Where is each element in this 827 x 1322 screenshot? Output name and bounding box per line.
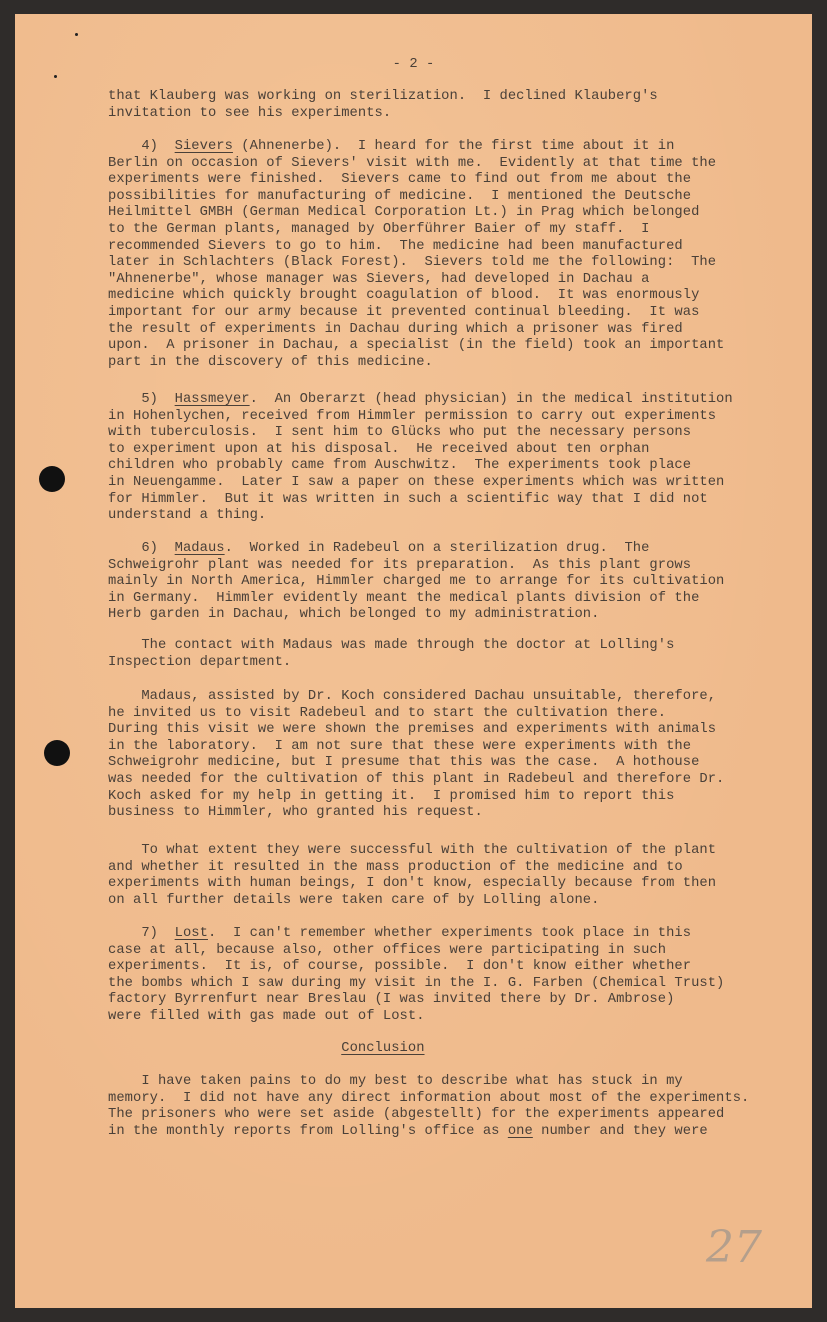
text-line [108, 1124, 749, 1141]
text-segment: 7) [108, 926, 175, 941]
text-line [108, 139, 724, 156]
text-line [108, 541, 724, 558]
text-line: factory Byrrenfurt near Breslau (I was invited there by Dr. Ambrose) [108, 992, 675, 1008]
text-line: the result of experiments in Dachau during which a prisoner was fired [108, 321, 683, 337]
text-line: possibilities for manufacturing of medicine. I mentioned the Deutsche [108, 188, 692, 204]
text-line: experiments. It is, of course, possible. I don't know either whether [108, 959, 692, 975]
text-line: with tuberculosis. I sent him to Glücks who put the necessary persons [108, 425, 692, 441]
text-line: medicine which quickly brought coagulation of blood. It was enormously [108, 288, 700, 304]
text-line: in Germany. Himmler evidently meant the medical plants division of the [108, 590, 700, 606]
text-line: for Himmler. But it was written in such a scientific way that I did not [108, 491, 708, 507]
text-segment: number and they were [532, 1123, 708, 1139]
speck [75, 33, 78, 36]
punch-hole [39, 466, 65, 492]
text-line: business to Himmler, who granted his request. [108, 805, 483, 821]
text-line: Schweigrohr medicine, but I presume that this was the case. A hothouse [108, 755, 700, 771]
text-line: part in the discovery of this medicine. [108, 354, 433, 370]
text-segment: (Ahnenerbe). I heard for the first time about it in [232, 139, 675, 154]
paragraph [108, 1041, 425, 1058]
text-line: Schweigrohr plant was needed for its preparation. As this plant grows [108, 557, 692, 573]
text-segment [108, 1041, 341, 1056]
text-line: experiments were finished. Sievers came to find out from me about the [108, 172, 692, 188]
paragraph [108, 638, 674, 671]
text-line: experiments with human beings, I don't know, especially because from then [108, 876, 717, 892]
text-line: on all further details were taken care of by Lolling alone. [108, 892, 600, 908]
text-segment: in the monthly reports from Lolling's office as [108, 1123, 508, 1139]
text-line: to the German plants, managed by Oberführer Baier of my staff. I [108, 221, 650, 237]
text-line: later in Schlachters (Black Forest). Sievers told me the following: The [108, 255, 717, 271]
text-line: memory. I did not have any direct information about most of the experiments. [108, 1090, 750, 1106]
paragraph [108, 139, 724, 371]
text-line: in the laboratory. I am not sure that these were experiments with the [108, 738, 692, 754]
text-line: I have taken pains to do my best to describe what has stuck in my [108, 1074, 683, 1089]
text-line: and whether it resulted in the mass production of the medicine and to [108, 859, 683, 875]
paragraph [108, 843, 716, 909]
text-line: he invited us to visit Radebeul and to start the cultivation there. [108, 705, 667, 721]
text-line: understand a thing. [108, 508, 267, 524]
text-line [108, 1041, 425, 1058]
speck [54, 75, 57, 78]
text-line: children who probably came from Auschwitz. The experiments took place [108, 458, 692, 474]
text-line: were filled with gas made out of Lost. [108, 1008, 425, 1024]
text-line: The contact with Madaus was made through the doctor at Lolling's [108, 638, 675, 653]
text-line: upon. A prisoner in Dachau, a specialist (in the field) took an important [108, 338, 725, 354]
underlined-term: Conclusion [341, 1041, 425, 1056]
text-line: in Hohenlychen, received from Himmler permission to carry out experiments [108, 408, 717, 424]
text-line: Heilmittel GMBH (German Medical Corporation Lt.) in Prag which belonged [108, 205, 700, 221]
text-line: Madaus, assisted by Dr. Koch considered Dachau unsuitable, therefore, [108, 689, 717, 704]
underlined-term: Madaus [174, 541, 225, 556]
text-line: the bombs which I saw during my visit in the I. G. Farben (Chemical Trust) [108, 975, 725, 991]
page-number: - 2 - [392, 57, 435, 72]
handwritten-folio-number: 27 [706, 1222, 762, 1273]
underlined-term: Hassmeyer [174, 392, 250, 407]
text-line [108, 392, 733, 409]
text-line: To what extent they were successful with the cultivation of the plant [108, 843, 717, 858]
text-line: "Ahnenerbe", whose manager was Sievers, had developed in Dachau a [108, 271, 650, 287]
text-segment: 6) [108, 541, 175, 556]
text-line: case at all, because also, other offices were participating in such [108, 942, 667, 958]
text-line: mainly in North America, Himmler charged me to arrange for its cultivation [108, 574, 725, 590]
text-line: in Neuengamme. Later I saw a paper on these experiments which was written [108, 474, 725, 490]
text-line: to experiment upon at his disposal. He received about ten orphan [108, 441, 650, 457]
underlined-term: Sievers [174, 139, 233, 154]
underlined-term: Lost [174, 926, 208, 941]
paragraph [108, 89, 658, 122]
text-segment: . I can't remember whether experiments took place in this [207, 926, 692, 941]
paragraph [108, 1074, 749, 1140]
underlined-term: one [507, 1123, 533, 1139]
text-segment: . An Oberarzt (head physician) in the medical institution [249, 392, 733, 407]
punch-hole [44, 740, 70, 766]
text-line: invitation to see his experiments. [108, 105, 392, 121]
text-line: that Klauberg was working on sterilization. I declined Klauberg's [108, 89, 658, 104]
text-line [108, 926, 724, 943]
text-segment: 4) [108, 139, 175, 154]
text-line: Koch asked for my help in getting it. I promised him to report this [108, 788, 675, 804]
text-segment: . Worked in Radebeul on a sterilization drug. The [224, 541, 650, 556]
paragraph [108, 541, 724, 624]
text-segment: 5) [108, 392, 175, 407]
text-line: Herb garden in Dachau, which belonged to my administration. [108, 607, 600, 623]
text-line: important for our army because it prevented continual bleeding. It was [108, 304, 700, 320]
paragraph [108, 689, 724, 822]
text-line: Inspection department. [108, 654, 292, 670]
text-line: was needed for the cultivation of this plant in Radebeul and therefore Dr. [108, 771, 725, 787]
paragraph [108, 926, 724, 1026]
text-line: Berlin on occasion of Sievers' visit with me. Evidently at that time the [108, 155, 717, 171]
text-line: The prisoners who were set aside (abgestellt) for the experiments appeared [108, 1107, 725, 1123]
text-line: recommended Sievers to go to him. The medicine had been manufactured [108, 238, 683, 254]
text-line: During this visit we were shown the premises and experiments with animals [108, 722, 717, 738]
paragraph [108, 392, 733, 525]
